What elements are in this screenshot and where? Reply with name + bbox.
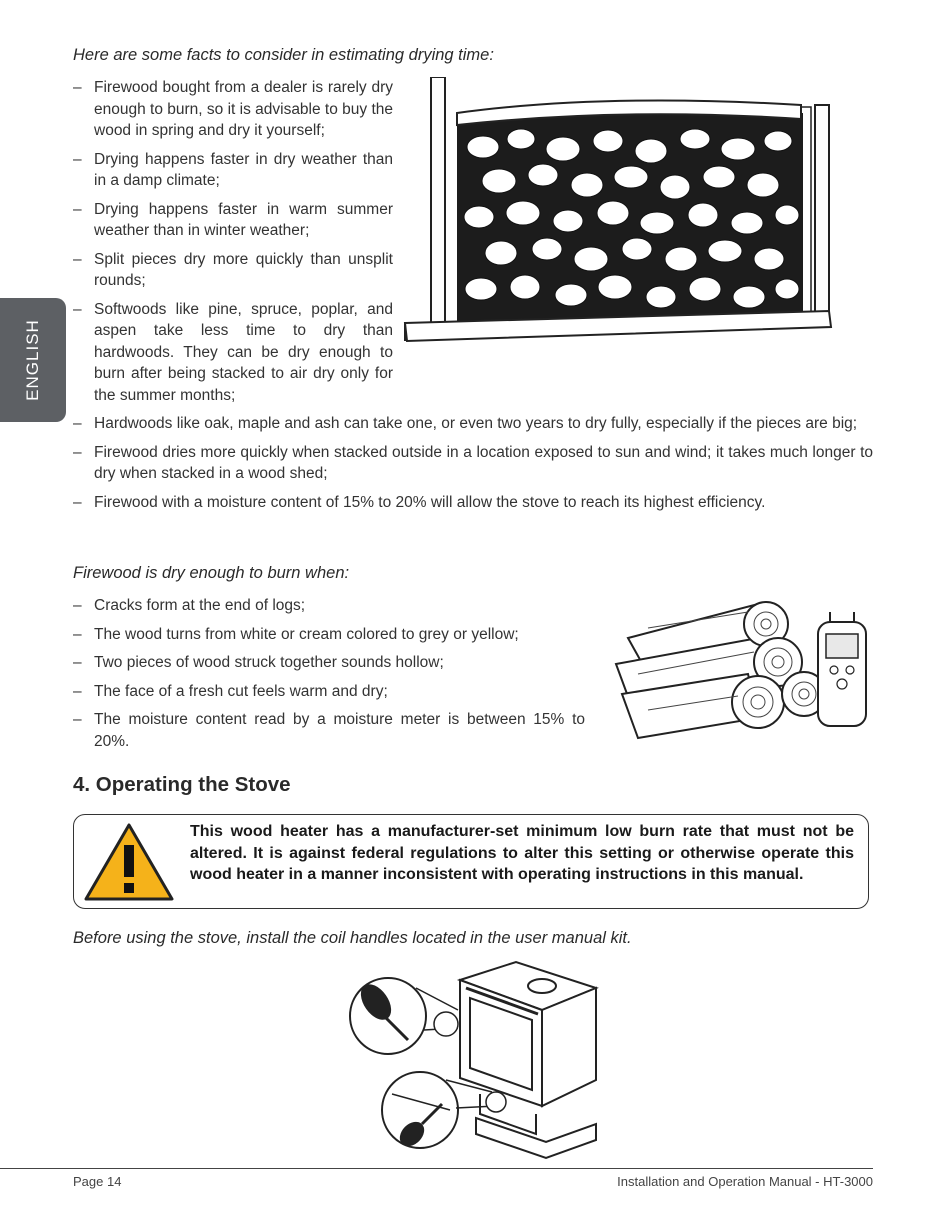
list-item: – Hardwoods like oak, maple and ash can take one, or even two years to dry fully, especially if the pieces are big; [73,413,873,435]
list-item: – The moisture content read by a moisture meter is between 15% to 20%. [73,709,585,752]
list-item: – The face of a fresh cut feels warm and dry; [73,681,585,703]
logs-moisture-meter-illustration [608,598,870,744]
dry-enough-heading: Firewood is dry enough to burn when: [73,564,350,582]
warning-text: This wood heater has a manufacturer-set minimum low burn rate that must not be altered. It is against federal regulations to alter this setting or otherwise operate this wood heater in a manner inconsistent with operating instructions in this manual. [190,823,854,883]
drying-body [73,77,873,513]
list-item: – Firewood with a moisture content of 15% to 20% will allow the stove to reach its highest efficiency. [73,492,873,514]
footer-divider [0,1168,873,1169]
drying-section [73,46,873,513]
list-item: – Firewood bought from a dealer is rarely dry enough to burn, so it is advisable to buy the wood in spring and dry it yourself; [73,77,873,142]
instruction-text: Before using the stove, install the coil handles located in the user manual kit. [73,929,632,947]
section-title: 4. Operating the Stove [73,773,291,796]
list-item: – Drying happens faster in dry weather than in a damp climate; [73,149,873,192]
list-item: – Cracks form at the end of logs; [73,595,585,617]
dry-enough-list [73,595,585,752]
list-item: – Firewood dries more quickly when stacked outside in a location exposed to sun and wind; it takes much longer to dry when stacked in a wood shed; [73,442,873,485]
list-item: – Drying happens faster in warm summer weather than in winter weather; [73,199,873,242]
list-item: – Softwoods like pine, spruce, poplar, and aspen take less time to dry than hardwoods. They can be dry enough to burn after being stacked to air dry only for the summer months; [73,299,873,407]
language-tab-label: ENGLISH [23,319,42,401]
warning-icon [82,821,176,903]
list-item: – The wood turns from white or cream colored to grey or yellow; [73,624,585,646]
drying-heading: Here are some facts to consider in estimating drying time: [73,46,494,64]
warning-box [73,814,869,909]
list-item: – Two pieces of wood struck together sounds hollow; [73,652,585,674]
stove-illustration [346,958,602,1164]
list-item: – Split pieces dry more quickly than unsplit rounds; [73,249,873,292]
footer-manual-title: Installation and Operation Manual - HT-3000 [617,1174,873,1189]
language-tab [0,298,66,422]
footer-page-number: Page 14 [73,1174,122,1189]
